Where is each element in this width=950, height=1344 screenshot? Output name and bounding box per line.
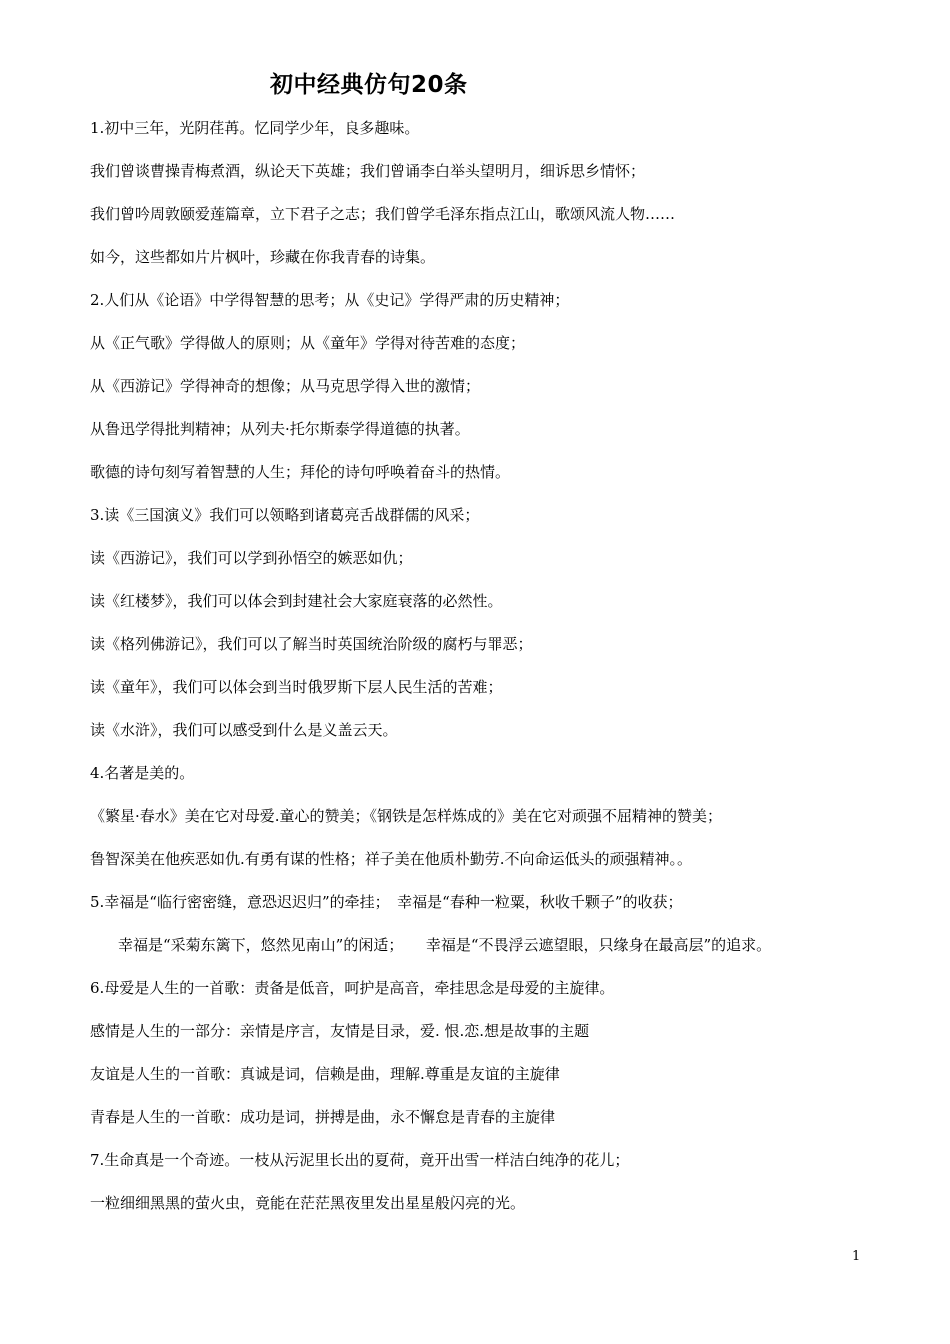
text-line: 幸福是“采菊东篱下，悠然见南山”的闲适； 幸福是“不畏浮云遮望眼，只缘身在最高层”的追求。: [118, 936, 772, 954]
text-line: 鲁智深美在他疾恶如仇.有勇有谋的性格；祥子美在他质朴勤劳.不向命运低头的顽强精神。。: [90, 850, 693, 868]
text-line: 5.幸福是“临行密密缝，意恐迟迟归”的牵挂； 幸福是“春种一粒粟，秋收千颗子”的收获；: [90, 893, 683, 911]
text-line: 一粒细细黑黑的萤火虫，竟能在茫茫黑夜里发出星星般闪亮的光。: [90, 1194, 526, 1212]
text-line: 3.读《三国演义》我们可以领略到诸葛亮舌战群儒的风采；: [90, 506, 480, 524]
text-line: 1.初中三年，光阴荏苒。忆同学少年，良多趣味。: [90, 119, 420, 137]
text-line: 读《童年》，我们可以体会到当时俄罗斯下层人民生活的苦难；: [90, 678, 503, 696]
page-title: 初中经典仿句20条: [270, 72, 468, 98]
text-line: 从《西游记》学得神奇的想像；从马克思学得入世的激情；: [90, 377, 481, 395]
text-line: 我们曾吟周敦颐爱莲篇章，立下君子之志；我们曾学毛泽东指点江山，歌颂风流人物……: [90, 205, 676, 223]
text-line: 7.生命真是一个奇迹。一枝从污泥里长出的夏荷，竟开出雪一样洁白纯净的花儿；: [90, 1151, 630, 1169]
text-line: 6.母爱是人生的一首歌：责备是低音，呵护是高音，牵挂思念是母爱的主旋律。: [90, 979, 615, 997]
text-line: 2.人们从《论语》中学得智慧的思考；从《史记》学得严肃的历史精神；: [90, 291, 570, 309]
text-line: 友谊是人生的一首歌：真诚是词，信赖是曲，理解.尊重是友谊的主旋律: [90, 1065, 560, 1083]
text-line: 如今，这些都如片片枫叶，珍藏在你我青春的诗集。: [90, 248, 436, 266]
text-line: 读《西游记》，我们可以学到孙悟空的嫉恶如仇；: [90, 549, 413, 567]
text-line: 从《正气歌》学得做人的原则；从《童年》学得对待苦难的态度；: [90, 334, 526, 352]
page-number: 1: [852, 1249, 861, 1264]
text-line: 我们曾谈曹操青梅煮酒，纵论天下英雄；我们曾诵李白举头望明月，细诉思乡情怀；: [90, 162, 646, 180]
text-line: 读《红楼梦》，我们可以体会到封建社会大家庭衰落的必然性。: [90, 592, 503, 610]
text-line: 《繁星·春水》美在它对母爱.童心的赞美；《钢铁是怎样炼成的》美在它对顽强不屈精神的赞美；: [90, 807, 723, 825]
text-line: 读《水浒》，我们可以感受到什么是义盖云天。: [90, 721, 398, 739]
text-line: 歌德的诗句刻写着智慧的人生；拜伦的诗句呼唤着奋斗的热情。: [90, 463, 511, 481]
text-line: 读《格列佛游记》，我们可以了解当时英国统治阶级的腐朽与罪恶；: [90, 635, 533, 653]
text-line: 青春是人生的一首歌：成功是词，拼搏是曲，永不懈怠是青春的主旋律: [90, 1108, 556, 1126]
text-line: 从鲁迅学得批判精神；从列夫·托尔斯泰学得道德的执著。: [90, 420, 470, 438]
text-line: 4.名著是美的。: [90, 764, 195, 782]
text-line: 感情是人生的一部分：亲情是序言，友情是目录，爱. 恨.恋.想是故事的主题: [90, 1022, 590, 1040]
